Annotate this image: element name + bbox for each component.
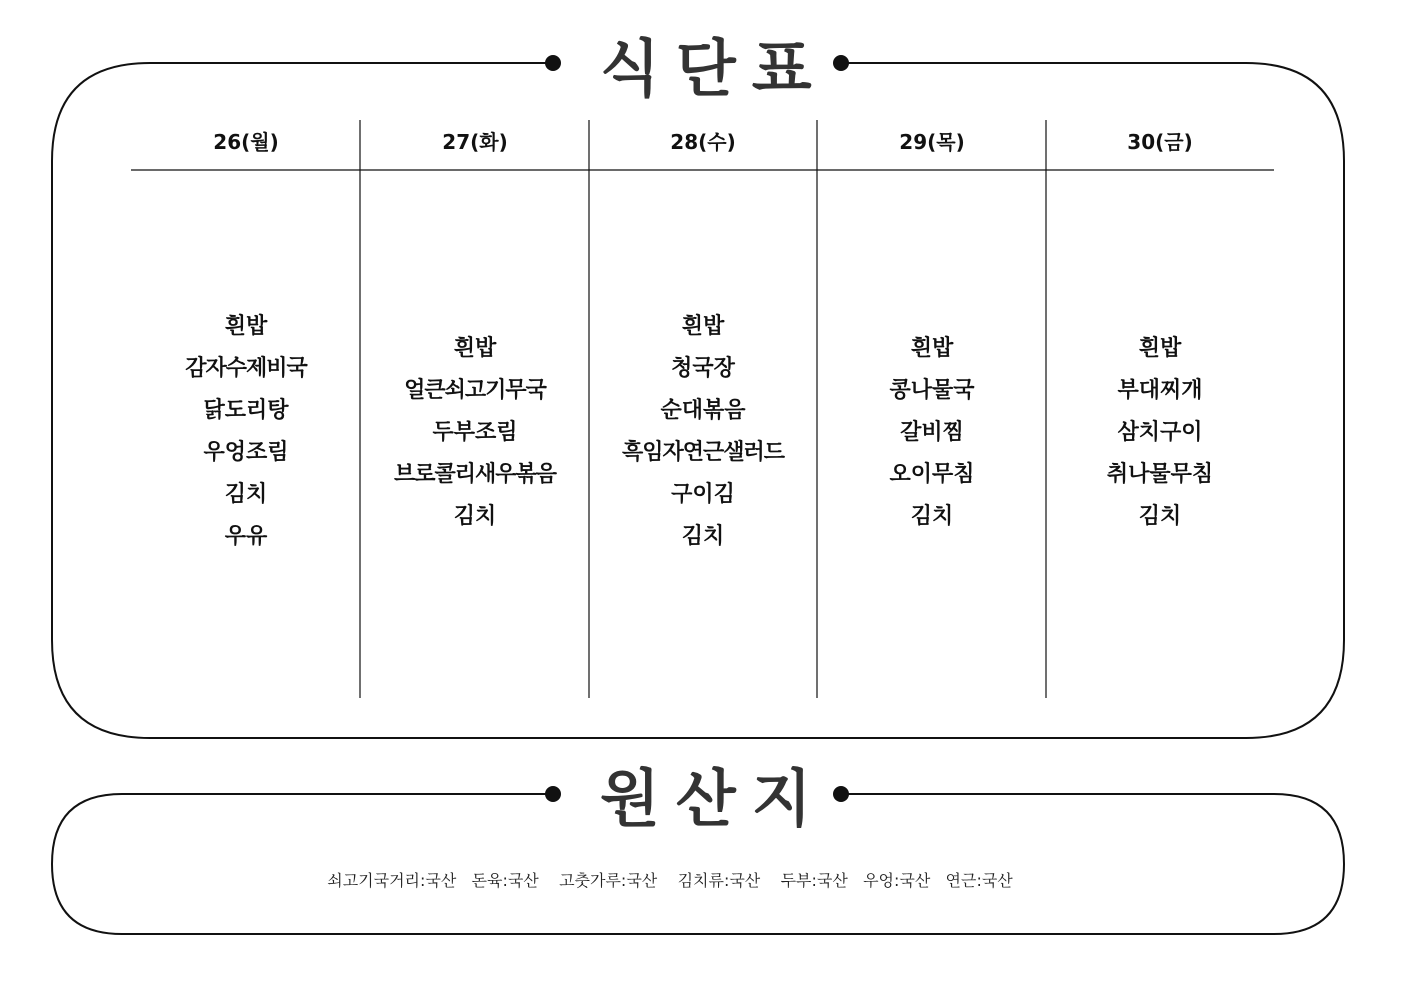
menu-item: 흰밥	[910, 336, 954, 361]
menu-item: 흰밥	[224, 314, 268, 339]
day-header-fri: 30(금)	[1127, 130, 1193, 154]
menu-column-wed	[589, 306, 817, 558]
menu-item: 감자수제비국	[185, 356, 307, 381]
menu-title: 식단표	[600, 32, 828, 105]
menu-item: 김치	[224, 482, 268, 507]
menu-item: 김치	[1138, 504, 1182, 529]
menu-item: 닭도리탕	[203, 398, 289, 423]
menu-item: 얼큰쇠고기무국	[404, 378, 546, 403]
menu-column-mon	[132, 306, 360, 558]
menu-item: 삼치구이	[1117, 420, 1203, 445]
menu-item: 취나물무침	[1106, 462, 1214, 487]
menu-item: 갈비찜	[900, 420, 964, 445]
menu-item: 청국장	[671, 356, 735, 381]
origin-info: 쇠고기국거리:국산 돈육:국산 고춧가루:국산 김치류:국산 두부:국산 우엉:국산 연근:국산	[327, 871, 1013, 890]
menu-item: 오이무침	[889, 462, 975, 487]
menu-item: 순대볶음	[660, 398, 746, 423]
menu-item: 브로콜리새우볶음	[393, 462, 557, 487]
origin-title-left-dot	[545, 786, 561, 802]
menu-item: 김치	[453, 504, 497, 529]
origin-title-right-dot	[833, 786, 849, 802]
origin-title: 원산지	[600, 762, 828, 835]
menu-item: 우유	[224, 524, 268, 549]
menu-item: 흰밥	[681, 314, 725, 339]
menu-item: 흰밥	[1138, 336, 1182, 361]
menu-column-fri	[1046, 328, 1274, 538]
day-header-thu: 29(목)	[899, 130, 965, 154]
menu-item: 김치	[681, 524, 725, 549]
menu-column-tue	[361, 328, 589, 538]
day-header-wed: 28(수)	[670, 130, 736, 154]
menu-item: 흰밥	[453, 336, 497, 361]
menu-item: 콩나물국	[889, 378, 975, 403]
menu-item: 흑임자연근샐러드	[621, 440, 785, 465]
menu-item: 부대찌개	[1117, 378, 1203, 403]
menu-item: 우엉조림	[203, 440, 289, 465]
menu-title-left-dot	[545, 55, 561, 71]
menu-title-right-dot	[833, 55, 849, 71]
day-header-mon: 26(월)	[213, 130, 279, 154]
menu-item: 구이김	[671, 482, 735, 507]
menu-item: 두부조림	[432, 420, 518, 445]
day-header-tue: 27(화)	[442, 130, 508, 154]
menu-item: 김치	[910, 504, 954, 529]
menu-column-thu	[818, 328, 1046, 538]
